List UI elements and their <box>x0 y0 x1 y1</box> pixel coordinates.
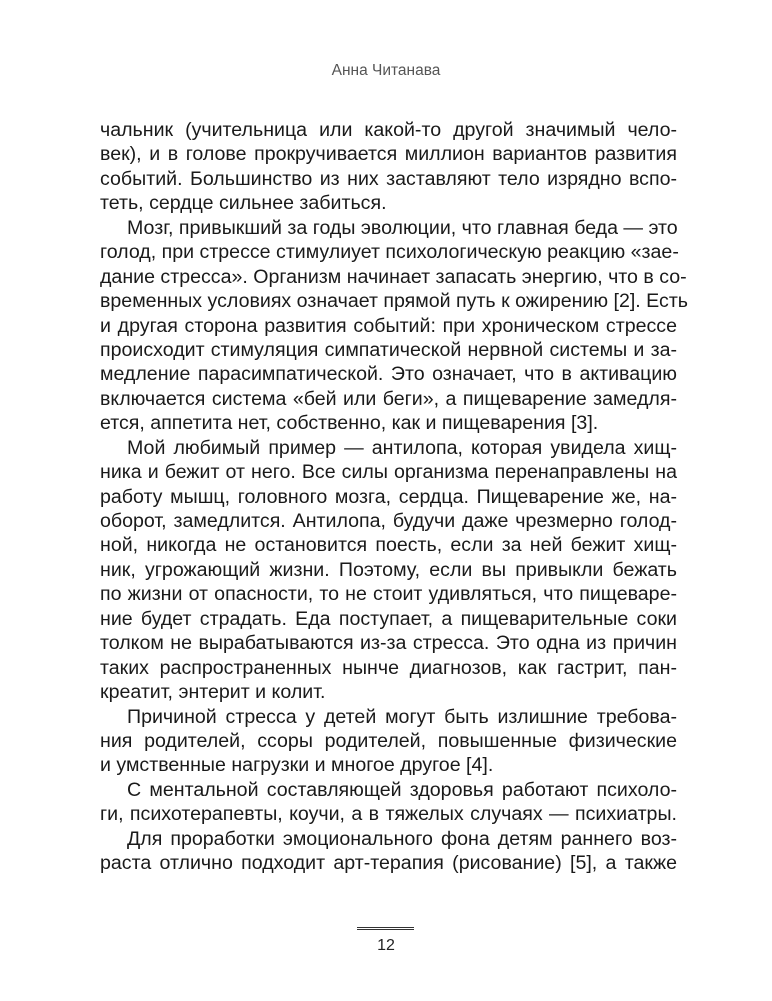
text-line: раста отлично подходит арт-терапия (рисование) [5], а также <box>100 852 677 875</box>
text-line: включается система «бей или беги», а пищеварение замедля- <box>100 387 677 410</box>
text-line: медление парасимпатической. Это означает, что в активацию <box>100 363 677 386</box>
text-line: ется, аппетита нет, собственно, как и пищеварения [3]. <box>100 412 599 435</box>
text-line: чальник (учительница или какой-то другой значимый чело- <box>100 119 677 141</box>
running-header: Анна Читанава <box>331 62 441 79</box>
text-line: работу мышц, головного мозга, сердца. Пищеварение же, на- <box>100 485 677 508</box>
text-line: век), и в голове прокручивается миллион вариантов развития <box>100 143 677 166</box>
text-line: Мозг, привыкший за годы эволюции, что главная беда — это <box>127 216 678 239</box>
text-line: временных условиях означает прямой путь к ожирению [2]. Есть <box>100 290 689 313</box>
text-line: теть, сердце сильнее забиться. <box>100 192 387 215</box>
body-text <box>100 118 689 876</box>
text-line: и умственные нагрузки и многое другое [4]. <box>100 754 494 777</box>
text-line: дание стресса». Организм начинает запасать энергию, что в со- <box>100 265 687 288</box>
text-line: происходит стимуляция симпатической нервной системы и за- <box>100 338 677 361</box>
text-line: толком не вырабатываются из-за стресса. Это одна из причин <box>100 632 677 655</box>
text-line: С ментальной составляющей здоровья работают психоло- <box>127 778 677 801</box>
text-line: ника и бежит от него. Все силы организма перенаправлены на <box>100 461 677 484</box>
text-line: ной, никогда не остановится поесть, если за ней бежит хищ- <box>100 534 677 557</box>
text-line: креатит, энтерит и колит. <box>100 681 326 704</box>
text-line: ник, угрожающий жизни. Поэтому, если вы привыкли бежать <box>100 558 677 581</box>
text-line: событий. Большинство из них заставляют тело изрядно вспо- <box>100 167 677 190</box>
page-number: 12 <box>377 937 395 954</box>
text-line: и другая сторона развития событий: при хроническом стрессе <box>100 314 677 337</box>
text-line: ния родителей, ссоры родителей, повышенные физические <box>100 729 677 752</box>
text-line: Причиной стресса у детей могут быть излишние требова- <box>127 705 677 728</box>
text-line: таких распространенных нынче диагнозов, как гастрит, пан- <box>100 656 677 679</box>
text-line: ние будет страдать. Еда поступает, а пищеварительные соки <box>100 607 677 630</box>
text-line: по жизни от опасности, то не стоит удивляться, что пищеваре- <box>100 583 677 606</box>
text-line: оборот, замедлится. Антилопа, будучи даже чрезмерно голод- <box>100 510 677 532</box>
text-line: Для проработки эмоционального фона детям раннего воз- <box>127 827 677 850</box>
page-number-rule <box>357 927 414 930</box>
text-line: Мой любимый пример — антилопа, которая увидела хищ- <box>127 436 677 459</box>
text-line: ги, психотерапевты, коучи, а в тяжелых случаях — психиатры. <box>100 803 677 826</box>
text-line: голод, при стрессе стимулиует психологическую реакцию «зае- <box>100 241 679 264</box>
